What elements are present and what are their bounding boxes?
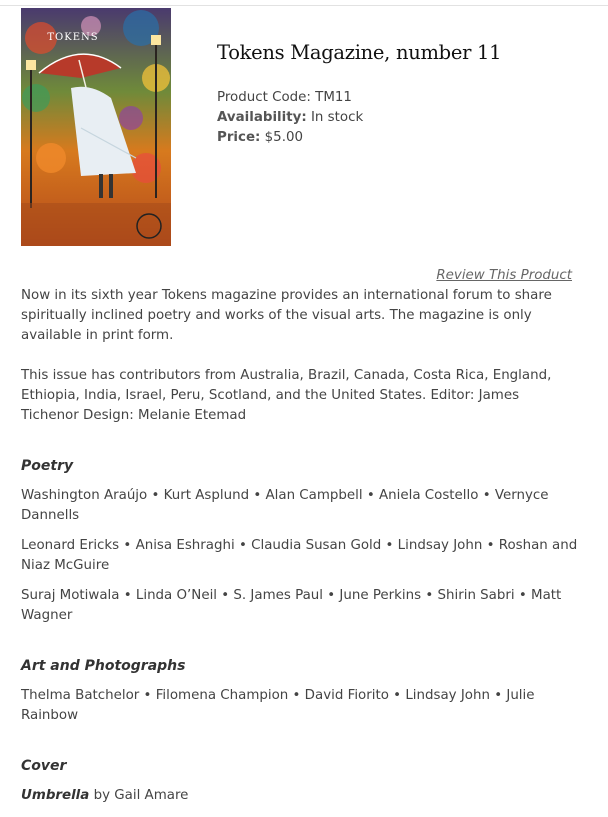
product-description xyxy=(21,286,581,806)
product-title: Tokens Magazine, number 11 xyxy=(217,41,502,64)
cover-masthead: TOKENS xyxy=(47,32,99,43)
top-border xyxy=(0,0,608,6)
price-value: $5.00 xyxy=(264,130,303,145)
art-heading: Art and Photographs xyxy=(21,658,186,674)
availability-label: Availability: xyxy=(217,110,307,125)
poetry-heading: Poetry xyxy=(21,458,74,474)
poetry-contributors-line: Washington Araújo • Kurt Asplund • Alan Campbell • Aniela Costello • Vernyce Dannells xyxy=(21,488,549,523)
product-code-label: Product Code: xyxy=(217,90,311,105)
price-label: Price: xyxy=(217,130,261,145)
product-meta xyxy=(217,88,363,148)
price xyxy=(217,128,363,148)
cover-artist: by Gail Amare xyxy=(89,788,189,803)
cover-heading: Cover xyxy=(21,758,67,774)
poetry-contributors-line: Suraj Motiwala • Linda O’Neil • S. James Paul • June Perkins • Shirin Sabri • Matt Wagner xyxy=(21,588,562,623)
availability xyxy=(217,108,363,128)
poetry-contributors-line: Leonard Ericks • Anisa Eshraghi • Claudia Susan Gold • Lindsay John • Roshan and Niaz McGuire xyxy=(21,538,578,573)
product-code xyxy=(217,88,363,108)
product-code-value: TM11 xyxy=(315,90,352,105)
art-contributors-line: Thelma Batchelor • Filomena Champion • David Fiorito • Lindsay John • Julie Rainbow xyxy=(21,688,535,723)
description-paragraph: Now in its sixth year Tokens magazine provides an international forum to share spiritually inclined poetry and works of the visual arts. The magazine is only available in print form. xyxy=(21,288,552,343)
description-paragraph: This issue has contributors from Australia, Brazil, Canada, Costa Rica, England, Ethiopia, India, Israel, Peru, Scotland, and the United States. Editor: James Tichenor Design: Melanie Etemad xyxy=(21,368,552,423)
availability-value: In stock xyxy=(310,110,364,125)
cover-credit xyxy=(21,786,581,806)
review-product-link[interactable]: Review This Product xyxy=(436,268,572,283)
cover-art-title: Umbrella xyxy=(21,788,90,803)
product-cover-image[interactable] xyxy=(21,8,171,246)
